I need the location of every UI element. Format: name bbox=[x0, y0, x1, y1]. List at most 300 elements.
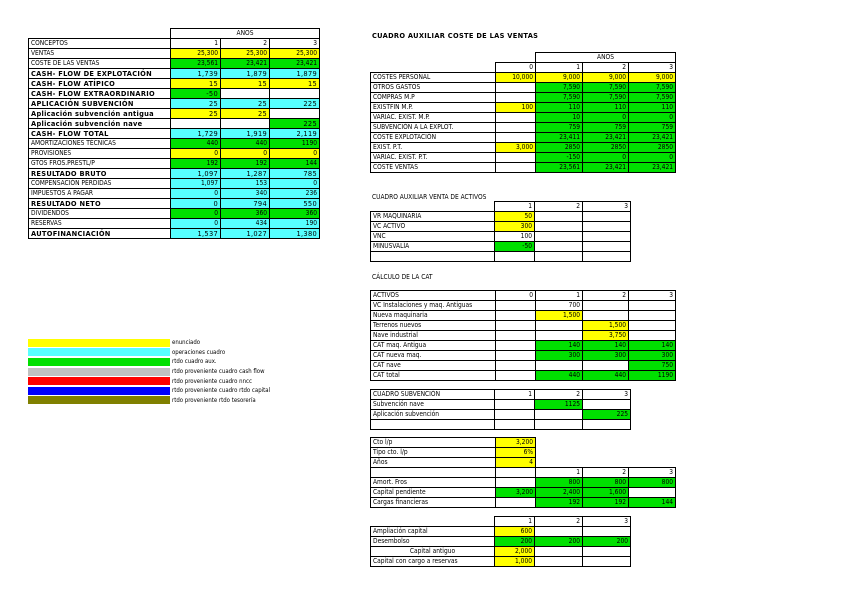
value-cell bbox=[535, 557, 583, 567]
row-label: Capital con cargo a reservas bbox=[371, 557, 495, 567]
blank-cell bbox=[583, 458, 629, 468]
value-cell: 192 bbox=[536, 498, 583, 508]
value-cell bbox=[270, 89, 320, 99]
value-cell bbox=[536, 321, 583, 331]
value-cell bbox=[495, 410, 535, 420]
legend-label: rtdo cuadro aux. bbox=[172, 358, 217, 366]
value-cell: -50 bbox=[495, 242, 535, 252]
value-cell: 1,600 bbox=[583, 488, 629, 498]
value-cell: 7,590 bbox=[629, 93, 676, 103]
row-label: COSTE VENTAS bbox=[371, 163, 496, 173]
row-label: Cargas financieras bbox=[371, 498, 496, 508]
value-cell bbox=[496, 133, 536, 143]
legend-swatch bbox=[28, 339, 170, 347]
value-cell bbox=[583, 242, 631, 252]
value-cell bbox=[496, 93, 536, 103]
value-cell bbox=[535, 242, 583, 252]
value-cell: 1,000 bbox=[495, 557, 535, 567]
value-cell: 360 bbox=[221, 209, 270, 219]
value-cell bbox=[535, 232, 583, 242]
value-cell: 7,590 bbox=[583, 93, 629, 103]
main-row bbox=[29, 49, 320, 59]
column-header: 1 bbox=[536, 468, 583, 478]
column-header: 2 bbox=[535, 517, 583, 527]
prestamo-row bbox=[371, 498, 676, 508]
value-cell: 9,000 bbox=[583, 73, 629, 83]
legend-label: operaciones cuadro bbox=[172, 348, 226, 356]
value-cell: 25 bbox=[171, 99, 221, 109]
value-cell: 200 bbox=[535, 537, 583, 547]
row-label: IMPUESTOS A PAGAR bbox=[29, 189, 171, 199]
column-header: 3 bbox=[583, 517, 631, 527]
value-cell bbox=[583, 252, 631, 262]
value-cell: 225 bbox=[270, 99, 320, 109]
activos-row bbox=[371, 242, 631, 252]
row-label: CONCEPTOS bbox=[29, 39, 171, 49]
value-cell bbox=[535, 252, 583, 262]
cat-header-row bbox=[371, 291, 676, 301]
row-label: CAT total bbox=[371, 371, 496, 381]
row-label: EXIST. P.T. bbox=[371, 143, 496, 153]
value-cell bbox=[495, 400, 535, 410]
column-header: 2 bbox=[583, 291, 629, 301]
main-row bbox=[29, 129, 320, 139]
value-cell: 153 bbox=[221, 179, 270, 189]
coste-years-header: AÑOS bbox=[536, 53, 676, 63]
value-cell: 1,380 bbox=[270, 229, 320, 239]
prestamo-param-row bbox=[371, 458, 676, 468]
column-header: 2 bbox=[583, 468, 629, 478]
value-cell: 759 bbox=[629, 123, 676, 133]
blank-cell bbox=[536, 448, 583, 458]
value-cell: 2,400 bbox=[536, 488, 583, 498]
legend-label: rtdo proveniente cuadro nncc bbox=[172, 377, 252, 385]
column-header: 1 bbox=[536, 63, 583, 73]
row-label: DIVIDENDOS bbox=[29, 209, 171, 219]
blank-cell bbox=[629, 448, 676, 458]
value-cell: 0 bbox=[583, 113, 629, 123]
cat-row bbox=[371, 321, 676, 331]
legend-item bbox=[28, 348, 270, 358]
blank-cell bbox=[583, 438, 629, 448]
column-header: CUADRO SUBVENCIÓN bbox=[371, 390, 495, 400]
value-cell: 794 bbox=[221, 199, 270, 209]
row-label: VC ACTIVO bbox=[371, 222, 495, 232]
value-cell: 1,097 bbox=[171, 169, 221, 179]
value-cell: 0 bbox=[629, 153, 676, 163]
value-cell: 10,000 bbox=[496, 73, 536, 83]
value-cell: 0 bbox=[270, 149, 320, 159]
value-cell: 144 bbox=[270, 159, 320, 169]
prestamo-row bbox=[371, 488, 676, 498]
blank-cell bbox=[583, 448, 629, 458]
row-label: Aplicación subvención antigua bbox=[29, 109, 171, 119]
value-cell: 23,421 bbox=[629, 133, 676, 143]
column-header: 2 bbox=[583, 63, 629, 73]
value-cell: 1190 bbox=[270, 139, 320, 149]
value-cell bbox=[221, 89, 270, 99]
value-cell: 300 bbox=[536, 351, 583, 361]
value-cell bbox=[535, 410, 583, 420]
value-cell: 1,027 bbox=[221, 229, 270, 239]
value-cell: 600 bbox=[495, 527, 535, 537]
value-cell: 2850 bbox=[583, 143, 629, 153]
value-cell: 192 bbox=[583, 498, 629, 508]
value-cell: 50 bbox=[495, 212, 535, 222]
main-row bbox=[29, 59, 320, 69]
value-cell bbox=[495, 420, 535, 430]
value-cell bbox=[583, 557, 631, 567]
value-cell bbox=[496, 361, 536, 371]
value-cell bbox=[496, 341, 536, 351]
blank-cell bbox=[629, 458, 676, 468]
cat-row bbox=[371, 331, 676, 341]
blank-cell bbox=[536, 458, 583, 468]
value-cell bbox=[583, 212, 631, 222]
main-row bbox=[29, 219, 320, 229]
prestamo-cols-row bbox=[371, 468, 676, 478]
coste-row bbox=[371, 153, 676, 163]
main-row bbox=[29, 229, 320, 239]
coste-row bbox=[371, 93, 676, 103]
row-label: Amort. Fros bbox=[371, 478, 496, 488]
value-cell: 1,500 bbox=[536, 311, 583, 321]
row-label: Años bbox=[371, 458, 496, 468]
value-cell bbox=[583, 361, 629, 371]
value-cell: 225 bbox=[270, 119, 320, 129]
value-cell: 23,421 bbox=[629, 163, 676, 173]
value-cell: 300 bbox=[629, 351, 676, 361]
value-cell: 23,421 bbox=[583, 133, 629, 143]
value-cell bbox=[496, 83, 536, 93]
column-header: 0 bbox=[496, 63, 536, 73]
row-label bbox=[371, 252, 495, 262]
row-label: VARIAC. EXIST. M.P. bbox=[371, 113, 496, 123]
row-label: Ampliación capital bbox=[371, 527, 495, 537]
value-cell: 6% bbox=[496, 448, 536, 458]
row-label: VC Instalaciones y maq. Antiguas bbox=[371, 301, 496, 311]
value-cell bbox=[583, 232, 631, 242]
value-cell: 7,590 bbox=[583, 83, 629, 93]
value-cell bbox=[629, 488, 676, 498]
value-cell: 140 bbox=[583, 341, 629, 351]
value-cell: 1,729 bbox=[171, 129, 221, 139]
value-cell: 3,200 bbox=[496, 438, 536, 448]
row-label: APLICACIÓN SUBVENCIÓN bbox=[29, 99, 171, 109]
value-cell bbox=[535, 212, 583, 222]
subvencion-row bbox=[371, 400, 631, 410]
capital-row bbox=[371, 527, 631, 537]
capital-row bbox=[371, 547, 631, 557]
value-cell bbox=[583, 222, 631, 232]
row-label: Subvención nave bbox=[371, 400, 495, 410]
value-cell: 550 bbox=[270, 199, 320, 209]
row-label: Tipo cto. l/p bbox=[371, 448, 496, 458]
value-cell: 340 bbox=[221, 189, 270, 199]
row-label: COSTES PERSONAL bbox=[371, 73, 496, 83]
main-row bbox=[29, 79, 320, 89]
row-label: Nueva maquinaria bbox=[371, 311, 496, 321]
value-cell: 140 bbox=[629, 341, 676, 351]
capital-cols-row bbox=[371, 517, 631, 527]
coste-row bbox=[371, 143, 676, 153]
value-cell bbox=[495, 252, 535, 262]
value-cell: 100 bbox=[495, 232, 535, 242]
column-header: 1 bbox=[495, 390, 535, 400]
value-cell bbox=[629, 311, 676, 321]
row-label: OTROS GASTOS bbox=[371, 83, 496, 93]
row-label: Aplicación subvención bbox=[371, 410, 495, 420]
value-cell bbox=[583, 311, 629, 321]
value-cell: 0 bbox=[171, 149, 221, 159]
main-row bbox=[29, 189, 320, 199]
row-label: Nave industrial bbox=[371, 331, 496, 341]
value-cell: 800 bbox=[536, 478, 583, 488]
value-cell bbox=[629, 321, 676, 331]
value-cell: 100 bbox=[496, 103, 536, 113]
main-row bbox=[29, 199, 320, 209]
value-cell bbox=[221, 119, 270, 129]
value-cell bbox=[629, 331, 676, 341]
value-cell: 2,119 bbox=[270, 129, 320, 139]
row-label: RESULTADO NETO bbox=[29, 199, 171, 209]
cat-title: CÁLCULO DE LA CAT bbox=[372, 273, 433, 281]
column-header: ACTIVOS bbox=[371, 291, 496, 301]
value-cell: 190 bbox=[270, 219, 320, 229]
main-row bbox=[29, 169, 320, 179]
row-label: Capital pendiente bbox=[371, 488, 496, 498]
value-cell: 0 bbox=[270, 179, 320, 189]
main-table bbox=[28, 28, 320, 239]
coste-cols-row bbox=[371, 63, 676, 73]
cat-row bbox=[371, 311, 676, 321]
value-cell: 200 bbox=[583, 537, 631, 547]
coste-years-row bbox=[371, 53, 676, 63]
value-cell: 140 bbox=[536, 341, 583, 351]
value-cell: 23,421 bbox=[270, 59, 320, 69]
value-cell bbox=[496, 123, 536, 133]
cat-table bbox=[370, 290, 676, 381]
coste-row bbox=[371, 163, 676, 173]
value-cell: 200 bbox=[495, 537, 535, 547]
value-cell: 360 bbox=[270, 209, 320, 219]
row-label: Aplicación subvención nave bbox=[29, 119, 171, 129]
value-cell: 25 bbox=[171, 109, 221, 119]
value-cell bbox=[583, 301, 629, 311]
subvencion-row bbox=[371, 410, 631, 420]
years-header: AÑOS bbox=[171, 29, 320, 39]
value-cell: 9,000 bbox=[629, 73, 676, 83]
legend-swatch bbox=[28, 396, 170, 404]
row-label: Cto l/p bbox=[371, 438, 496, 448]
capital-table bbox=[370, 516, 631, 567]
row-label: MINUSVALÍA bbox=[371, 242, 495, 252]
activos-row bbox=[371, 252, 631, 262]
row-label: COSTE EXPLOTACIÓN bbox=[371, 133, 496, 143]
column-header: 1 bbox=[495, 517, 535, 527]
prestamo-param-row bbox=[371, 438, 676, 448]
coste-row bbox=[371, 73, 676, 83]
value-cell: 25,300 bbox=[270, 49, 320, 59]
value-cell: 3,750 bbox=[583, 331, 629, 341]
coste-row bbox=[371, 103, 676, 113]
row-label: RESERVAS bbox=[29, 219, 171, 229]
cat-row bbox=[371, 361, 676, 371]
blank-cell bbox=[371, 517, 495, 527]
row-label: VR MAQUINARIA bbox=[371, 212, 495, 222]
value-cell: 3,200 bbox=[496, 488, 536, 498]
value-cell: 23,561 bbox=[536, 163, 583, 173]
value-cell: 700 bbox=[536, 301, 583, 311]
value-cell: 23,421 bbox=[583, 163, 629, 173]
value-cell: 3 bbox=[270, 39, 320, 49]
main-row bbox=[29, 109, 320, 119]
value-cell: 25 bbox=[221, 99, 270, 109]
value-cell bbox=[583, 547, 631, 557]
coste-row bbox=[371, 113, 676, 123]
activos-table bbox=[370, 201, 631, 262]
subvencion-row bbox=[371, 420, 631, 430]
legend-swatch bbox=[28, 368, 170, 376]
activos-row bbox=[371, 212, 631, 222]
value-cell: 1,097 bbox=[171, 179, 221, 189]
color-legend bbox=[28, 338, 270, 405]
value-cell: 144 bbox=[629, 498, 676, 508]
legend-swatch bbox=[28, 358, 170, 366]
row-label: SUBVENCIÓN A LA EXPLOT. bbox=[371, 123, 496, 133]
capital-row bbox=[371, 537, 631, 547]
coste-title: CUADRO AUXILIAR COSTE DE LAS VENTAS bbox=[372, 31, 539, 40]
value-cell: 25,300 bbox=[221, 49, 270, 59]
row-label: CASH- FLOW EXTRAORDINARIO bbox=[29, 89, 171, 99]
value-cell: 0 bbox=[221, 149, 270, 159]
value-cell bbox=[496, 371, 536, 381]
value-cell: 15 bbox=[221, 79, 270, 89]
value-cell: 440 bbox=[221, 139, 270, 149]
row-label: AMORTIZACIONES TÉCNICAS bbox=[29, 139, 171, 149]
value-cell: 1,537 bbox=[171, 229, 221, 239]
cat-row bbox=[371, 351, 676, 361]
legend-item bbox=[28, 376, 270, 386]
value-cell bbox=[535, 547, 583, 557]
row-label: RESULTADO BRUTO bbox=[29, 169, 171, 179]
value-cell: 1190 bbox=[629, 371, 676, 381]
value-cell: 300 bbox=[583, 351, 629, 361]
main-row bbox=[29, 99, 320, 109]
row-label: COMPRAS M.P bbox=[371, 93, 496, 103]
value-cell: 1,500 bbox=[583, 321, 629, 331]
main-row bbox=[29, 149, 320, 159]
legend-item bbox=[28, 338, 270, 348]
value-cell: 2850 bbox=[536, 143, 583, 153]
value-cell: 236 bbox=[270, 189, 320, 199]
legend-item bbox=[28, 357, 270, 367]
main-row bbox=[29, 209, 320, 219]
row-label: Desembolso bbox=[371, 537, 495, 547]
value-cell: 2 bbox=[221, 39, 270, 49]
value-cell: 0 bbox=[171, 189, 221, 199]
value-cell bbox=[496, 478, 536, 488]
value-cell: 1,287 bbox=[221, 169, 270, 179]
legend-item bbox=[28, 367, 270, 377]
value-cell: 10 bbox=[536, 113, 583, 123]
blank-cell bbox=[629, 438, 676, 448]
column-header: 1 bbox=[536, 291, 583, 301]
coste-row bbox=[371, 123, 676, 133]
value-cell: 0 bbox=[583, 153, 629, 163]
value-cell: 110 bbox=[583, 103, 629, 113]
value-cell: 7,590 bbox=[536, 83, 583, 93]
row-label: COMPENSACIÓN PÉRDIDAS bbox=[29, 179, 171, 189]
value-cell bbox=[535, 222, 583, 232]
value-cell: 759 bbox=[536, 123, 583, 133]
coste-row bbox=[371, 83, 676, 93]
value-cell bbox=[536, 361, 583, 371]
legend-swatch bbox=[28, 348, 170, 356]
value-cell: 434 bbox=[221, 219, 270, 229]
value-cell bbox=[535, 527, 583, 537]
capital-row bbox=[371, 557, 631, 567]
coste-table bbox=[370, 52, 676, 173]
column-header: 3 bbox=[583, 390, 631, 400]
value-cell: 25 bbox=[221, 109, 270, 119]
blank-cell bbox=[371, 202, 495, 212]
main-years-row bbox=[29, 29, 320, 39]
main-row bbox=[29, 89, 320, 99]
value-cell bbox=[629, 301, 676, 311]
column-header: 3 bbox=[629, 63, 676, 73]
subvencion-header-row bbox=[371, 390, 631, 400]
row-label: VARIAC. EXIST. P.T. bbox=[371, 153, 496, 163]
value-cell: 25,300 bbox=[171, 49, 221, 59]
row-label: Capital antiguo bbox=[371, 547, 495, 557]
activos-cols-row bbox=[371, 202, 631, 212]
row-label: VENTAS bbox=[29, 49, 171, 59]
legend-swatch bbox=[28, 377, 170, 385]
value-cell bbox=[535, 420, 583, 430]
value-cell: 15 bbox=[270, 79, 320, 89]
value-cell: 1,739 bbox=[171, 69, 221, 79]
row-label: AUTOFINANCIACIÓN bbox=[29, 229, 171, 239]
prestamo-table bbox=[370, 437, 676, 508]
legend-swatch bbox=[28, 387, 170, 395]
value-cell: 1125 bbox=[535, 400, 583, 410]
blank-cell bbox=[371, 63, 496, 73]
value-cell: 440 bbox=[171, 139, 221, 149]
prestamo-row bbox=[371, 478, 676, 488]
cat-row bbox=[371, 341, 676, 351]
row-label: CAT nueva maq. bbox=[371, 351, 496, 361]
legend-label: enunciado bbox=[172, 339, 201, 347]
row-label: VNC bbox=[371, 232, 495, 242]
value-cell: -150 bbox=[536, 153, 583, 163]
row-label: CASH- FLOW TOTAL bbox=[29, 129, 171, 139]
main-row bbox=[29, 119, 320, 129]
cat-row bbox=[371, 371, 676, 381]
value-cell: 7,590 bbox=[629, 83, 676, 93]
value-cell: -50 bbox=[171, 89, 221, 99]
value-cell: 23,561 bbox=[171, 59, 221, 69]
value-cell: 800 bbox=[583, 478, 629, 488]
value-cell: 9,000 bbox=[536, 73, 583, 83]
value-cell: 4 bbox=[496, 458, 536, 468]
column-header: 2 bbox=[535, 390, 583, 400]
subvencion-table bbox=[370, 389, 631, 430]
value-cell bbox=[496, 153, 536, 163]
prestamo-param-row bbox=[371, 448, 676, 458]
value-cell: 15 bbox=[171, 79, 221, 89]
value-cell: 785 bbox=[270, 169, 320, 179]
